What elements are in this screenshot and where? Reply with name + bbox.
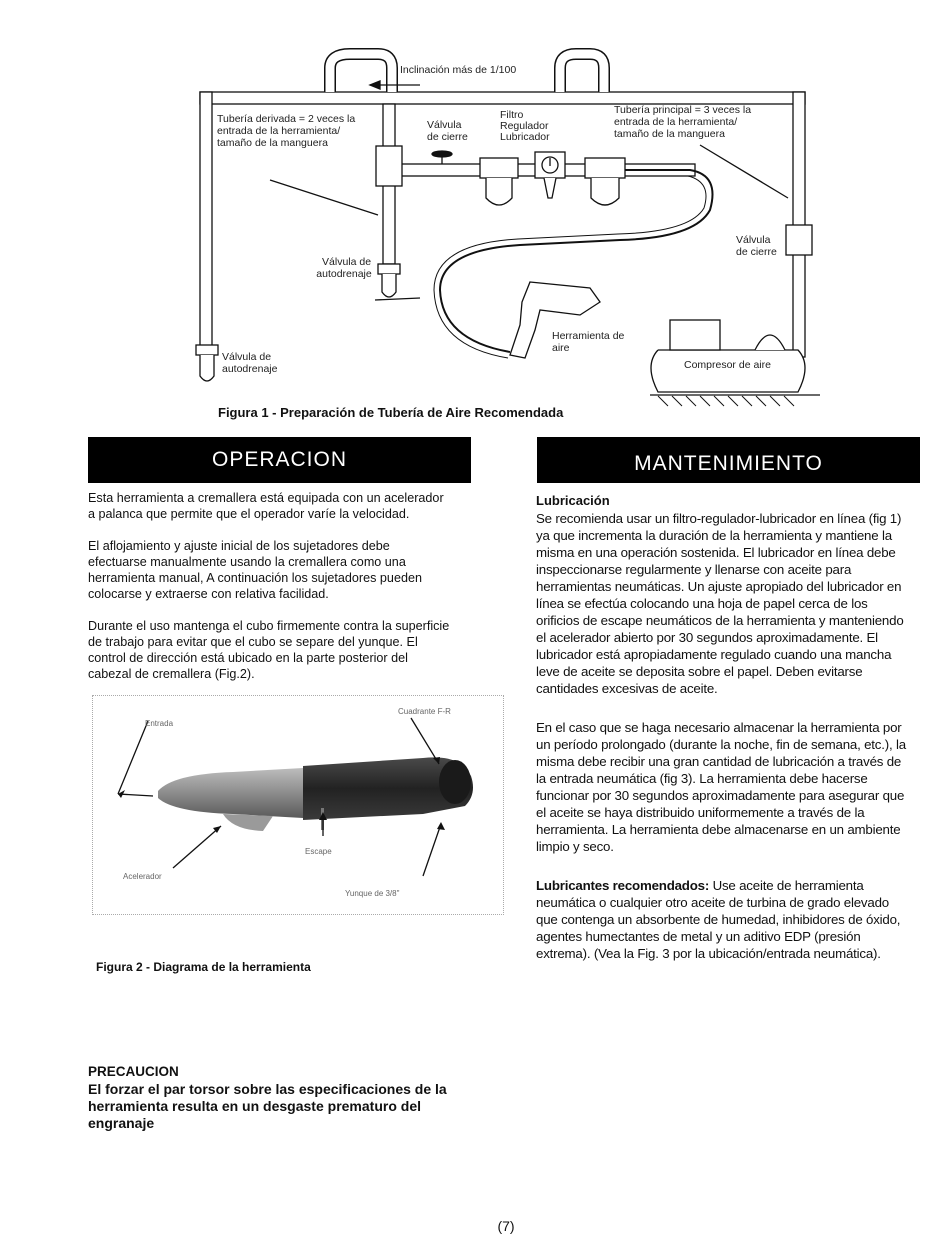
caution-text: El forzar el par torsor sobre las especificaciones de la herramienta resulta en un desgaste prematuro del engranaje [88,1081,447,1131]
label-slope: Inclinación más de 1/100 [400,64,517,76]
operation-paragraph-2: El aflojamiento y ajuste inicial de los sujetadores debe efectuarse manualmente usando la cremallera como una herramienta manual, A continuación los sujetadores pueden colocarse y extraerse con relativa facilidad. [88,539,422,601]
fig2-label-fr-square: Cuadrante F-R [398,707,451,716]
lubrication-paragraph: Se recomienda usar un filtro-regulador-lubricador en línea (fig 1) ya que incrementa la duración de la herramienta y mantiene la misma en una operación sostenida. El lubricador en línea debe inspeccionarse regularmente y llenarse con aceite para herramientas neumáticas. Un ajuste apropiado del lubricador en línea se efectúa colocando una hoja de papel cerca de los orificios de escape neumáticos de la herramienta y manteniendo el acelerador abierto por 30 segundos aproximadamente. El lubricador está apropiadamente regulado cuando una mancha leve de aceite se deposita sobre el papel. Deben evitarse cantidades excesivas de aceite. [536,511,904,696]
tool-handle [158,768,303,818]
figure-2-tool-diagram [92,695,504,915]
recommended-lubricants-heading: Lubricantes recomendados: [536,878,710,893]
figure-1-air-piping-diagram [180,40,830,410]
maintenance-banner [537,437,920,483]
recommended-lubricants-paragraph: Lubricantes recomendados: Use aceite de herramienta neumática o cualquier otro aceite de turbina de grado elevado que contenga un absorbente de humedad, inhibidores de óxido, agentes humectantes de metal y un aditivo EDP (presión extrema). (Vea la Fig. 3 por la ubicación/entrada neumática). [536,878,901,961]
fig2-label-throttle: Acelerador [123,872,162,881]
fig2-label-inlet: Entrada [145,719,174,728]
caution-heading: PRECAUCION [88,1064,179,1079]
fig2-label-exhaust: Escape [305,847,332,856]
page-number: (7) [497,1218,515,1234]
label-frl: Filtro Regulador Lubricador [500,109,550,143]
label-auto-drain-lower: Válvula de autodrenaje [222,351,278,375]
figure-2-caption: Figura 2 - Diagrama de la herramienta [96,960,311,974]
tool-throttle-lever [223,814,273,831]
lubrication-heading: Lubricación [536,493,610,508]
operation-title: OPERACION [211,448,348,471]
storage-paragraph: En el caso que se haga necesario almacenar la herramienta por un período prolongado (durante la noche, fin de semana, etc.), la misma debe recibir una gran cantidad de lubricación a través de la entrada neumática (fig 3). La herramienta debe hacerse funcionar por 30 segundos aproximadamente para asegurar que el aceite se haya distribuido uniformemente a través de la herramienta. La herramienta debe almacenarse en un ambiente limpio y seco. [536,720,906,854]
label-branch-pipe: Tubería derivada = 2 veces la entrada de la herramienta/ tamaño de la manguera [217,113,356,149]
label-air-tool: Herramienta de aire [552,330,625,354]
label-shutoff-valve-right: Válvula de cierre [736,234,777,258]
fig2-label-anvil: Yunque de 3/8" [345,889,400,898]
operation-paragraph-1: Esta herramienta a cremallera está equipada con un acelerador a palanca que permite que el operador varíe la velocidad. [88,491,444,521]
label-compressor: Compresor de aire [684,359,771,371]
label-main-pipe: Tubería principal = 3 veces la entrada de la herramienta/ tamaño de la manguera [614,104,752,140]
maintenance-title: MANTENIMIENTO [634,452,823,475]
figure-1-caption: Figura 1 - Preparación de Tubería de Aire Recomendada [218,405,564,420]
label-auto-drain-upper: Válvula de autodrenaje [316,256,372,280]
label-shutoff-valve-left: Válvula de cierre [427,119,468,143]
operation-paragraph-3: Durante el uso mantenga el cubo firmemente contra la superficie de trabajo para evitar que el cubo se separe del yunque. El control de dirección está ubicado en la parte posterior del cabezal de cremallera (Fig.2). [88,619,450,681]
operation-banner [88,437,471,483]
